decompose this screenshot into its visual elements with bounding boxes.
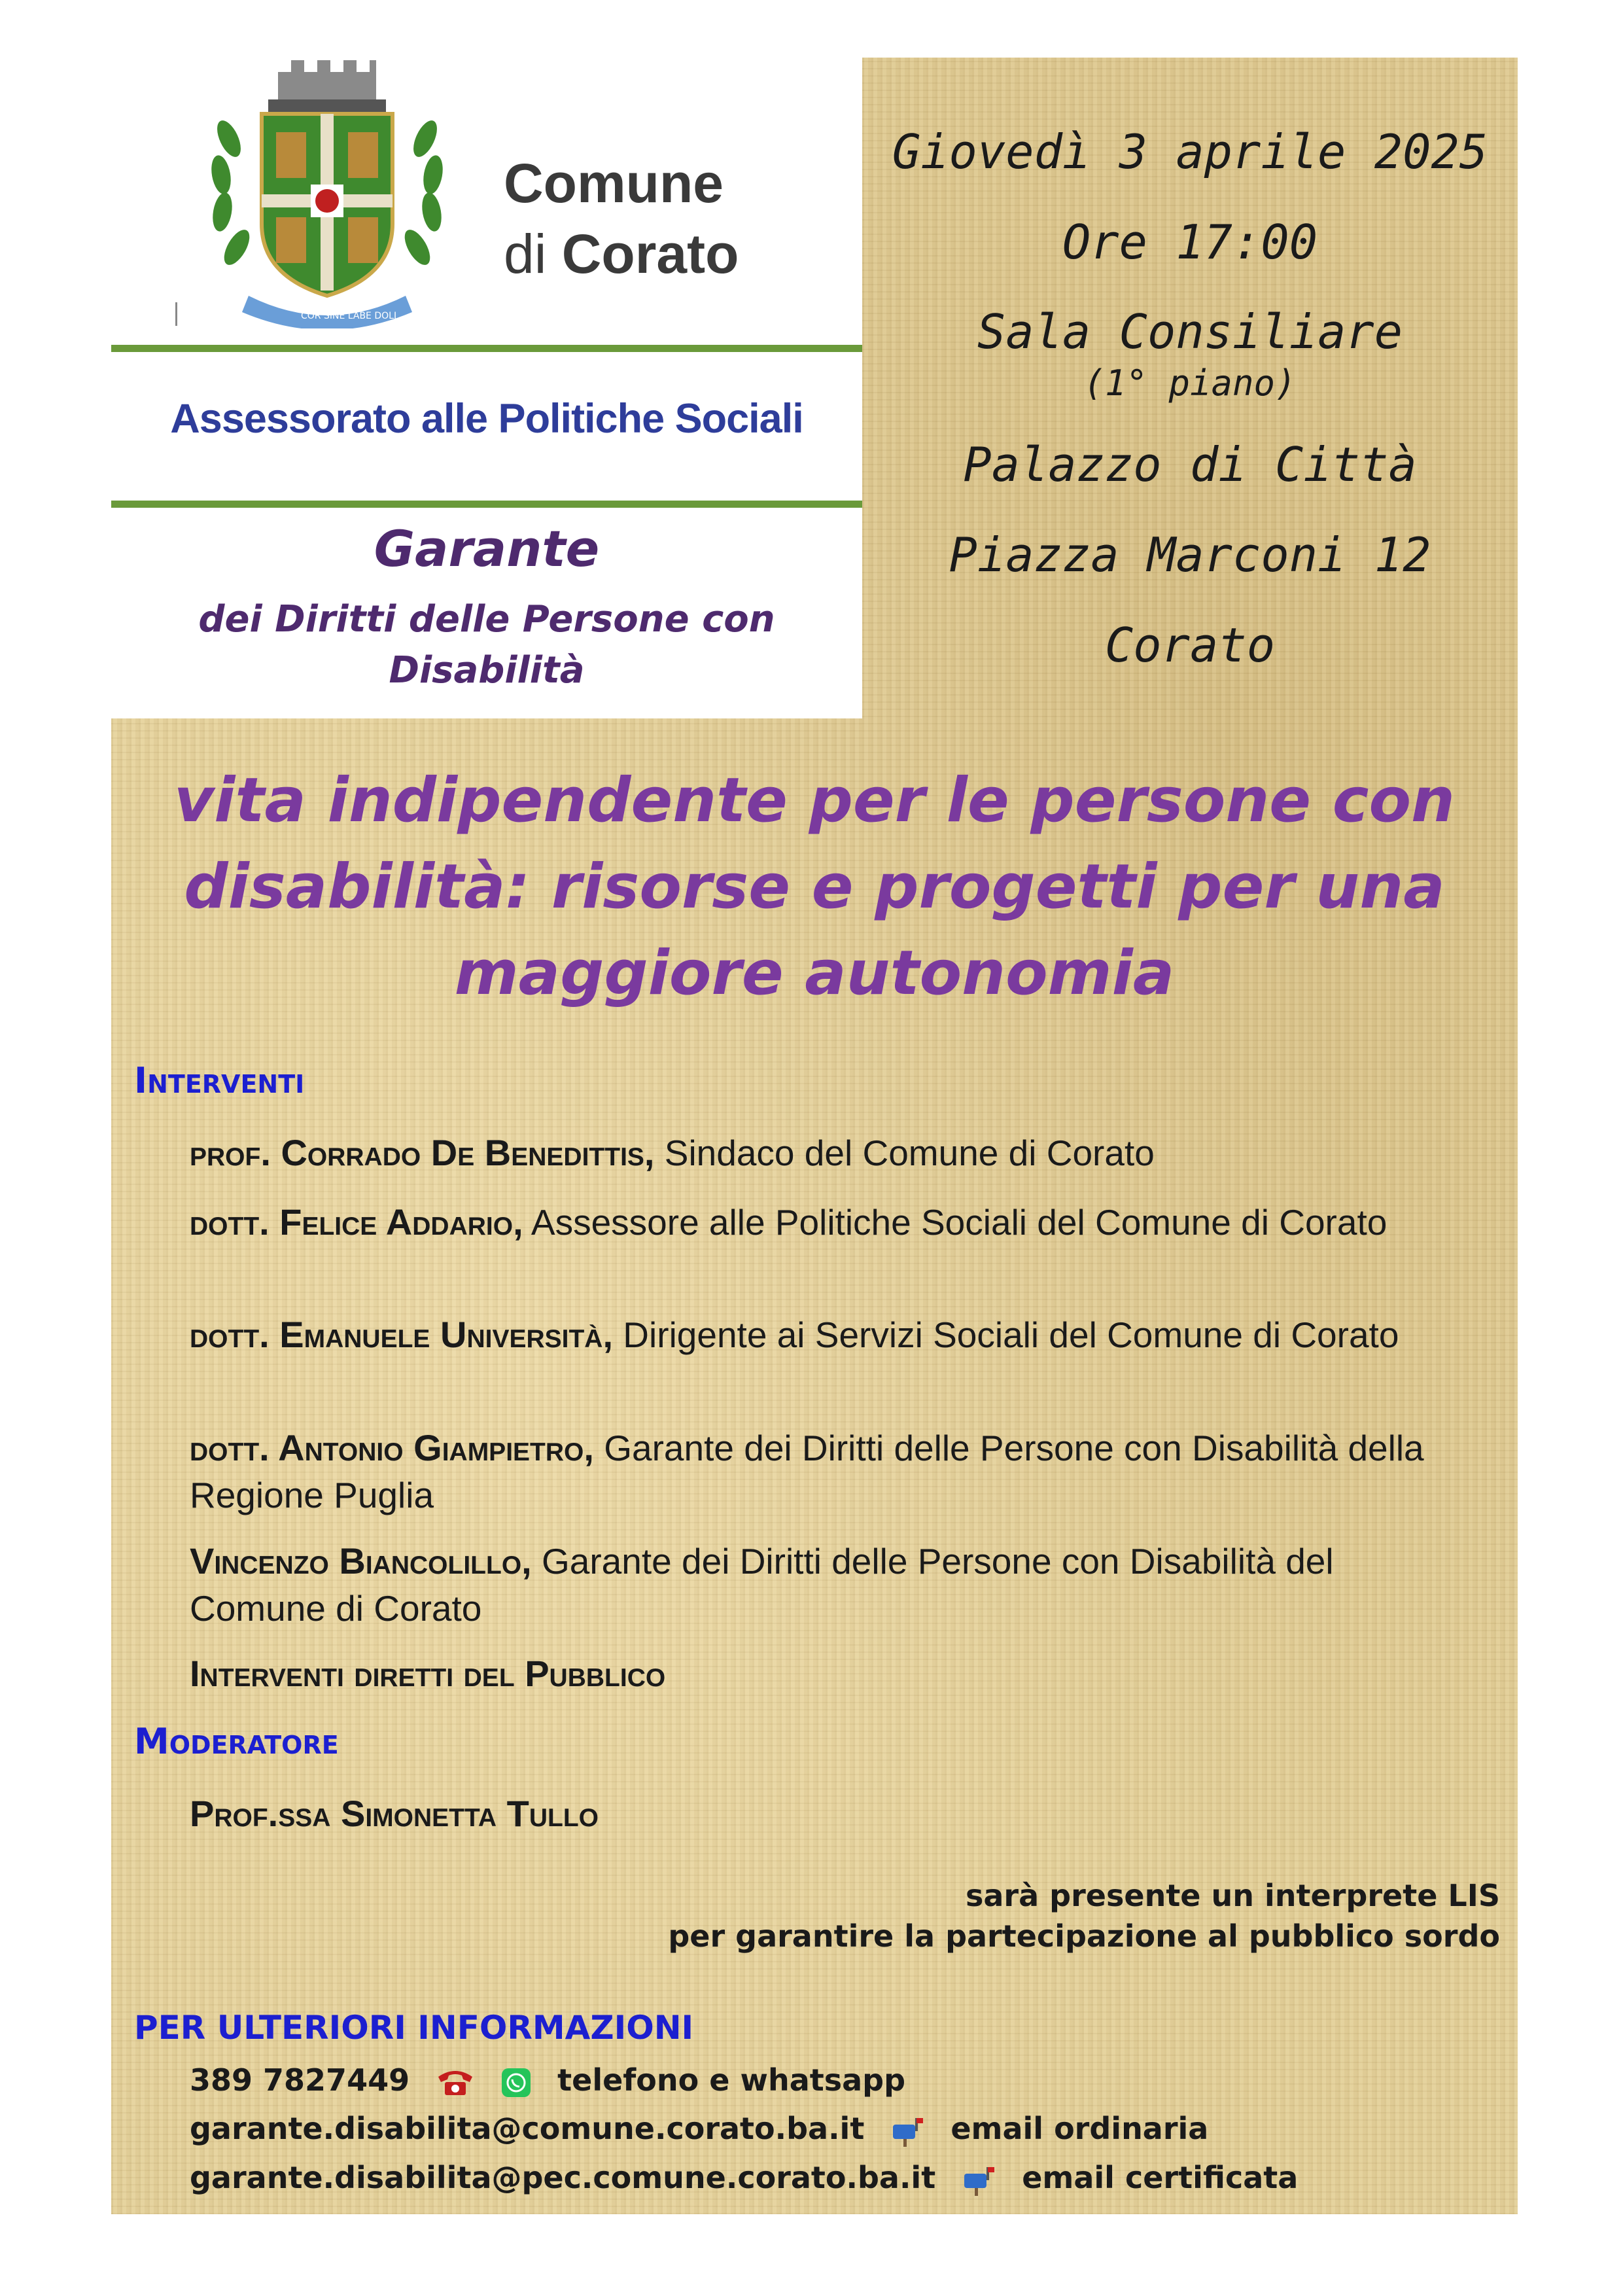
moderatore-name: Prof.ssa Simonetta Tullo bbox=[190, 1793, 599, 1834]
divider-bottom bbox=[111, 501, 862, 508]
email-address[interactable]: garante.disabilita@comune.corato.ba.it bbox=[190, 2111, 865, 2146]
pec-label: email certificata bbox=[1022, 2160, 1299, 2195]
corato-label bbox=[504, 222, 739, 286]
speaker-item bbox=[190, 1424, 1472, 1519]
telephone-icon bbox=[436, 2068, 475, 2098]
event-venue: Sala Consiliare bbox=[977, 304, 1403, 359]
speaker-name: dott. Felice Addario, bbox=[190, 1201, 523, 1243]
mailbox-icon bbox=[890, 2115, 924, 2147]
speaker-role: Sindaco del Comune di Corato bbox=[654, 1133, 1155, 1173]
main-title: vita indipendente per le persone con disabilità: risorse e progetti per una maggiore autonomia bbox=[174, 765, 1455, 1009]
event-city: Corato bbox=[1104, 618, 1276, 673]
event-building: Palazzo di Città bbox=[963, 437, 1417, 492]
interventi-heading: Interventi bbox=[134, 1060, 305, 1101]
speaker-role: Assessore alle Politiche Sociali del Comune di Corato bbox=[523, 1202, 1387, 1243]
public-interventions-label: Interventi diretti del Pubblico bbox=[190, 1653, 666, 1694]
public-interventions bbox=[190, 1650, 1472, 1697]
event-time: Ore 17:00 bbox=[1062, 215, 1318, 270]
speaker-name: dott. Antonio Giampietro, bbox=[190, 1427, 594, 1468]
comune-label: Comune bbox=[504, 152, 724, 214]
phone-line bbox=[190, 2062, 905, 2098]
lis-line-2: per garantire la partecipazione al pubblico sordo bbox=[668, 1918, 1500, 1954]
speaker-name: Vincenzo Biancolillo, bbox=[190, 1540, 532, 1581]
speaker-role: Garante dei Diritti delle Persone con Disabilità del Comune di Corato bbox=[190, 1541, 1334, 1629]
corato-prefix: di bbox=[504, 223, 547, 285]
email-label: email ordinaria bbox=[951, 2111, 1209, 2146]
moderatore-item bbox=[190, 1790, 1472, 1837]
logo-divider-tick bbox=[175, 302, 177, 326]
speaker-name: dott. Emanuele Università, bbox=[190, 1314, 614, 1355]
event-date: Giovedì 3 aprile 2025 bbox=[892, 124, 1488, 179]
mailbox-icon bbox=[962, 2164, 996, 2196]
pec-address[interactable]: garante.disabilita@pec.comune.corato.ba.it bbox=[190, 2160, 936, 2195]
event-floor: (1° piano) bbox=[1083, 362, 1297, 404]
info-heading: PER ULTERIORI INFORMAZIONI bbox=[134, 2009, 694, 2047]
moderatore-heading: Moderatore bbox=[134, 1721, 339, 1762]
garante-subtitle: dei Diritti delle Persone con Disabilità bbox=[198, 598, 775, 692]
coat-of-arms-icon bbox=[203, 60, 451, 328]
speaker-item bbox=[190, 1199, 1472, 1246]
speaker-item bbox=[190, 1311, 1472, 1358]
divider-top bbox=[111, 345, 862, 352]
crest-ribbon-text: COR SINE LABE DOLI bbox=[301, 311, 397, 321]
event-address: Piazza Marconi 12 bbox=[949, 527, 1431, 582]
speaker-item bbox=[190, 1129, 1472, 1176]
speaker-role: Dirigente ai Servizi Sociali del Comune di Corato bbox=[613, 1315, 1399, 1355]
pec-line bbox=[190, 2160, 1298, 2196]
corato-name: Corato bbox=[561, 223, 739, 285]
assessorato-label: Assessorato alle Politiche Sociali bbox=[170, 396, 803, 442]
speaker-name: prof. Corrado De Benedittis, bbox=[190, 1132, 655, 1173]
lis-line-1: sarà presente un interprete LIS bbox=[966, 1878, 1500, 1913]
speaker-role: Garante dei Diritti delle Persone con Disabilità della Regione Puglia bbox=[190, 1428, 1424, 1515]
email-line bbox=[190, 2111, 1208, 2147]
garante-title: Garante bbox=[374, 520, 600, 578]
whatsapp-icon bbox=[501, 2068, 531, 2098]
phone-number[interactable]: 389 7827449 bbox=[190, 2062, 410, 2098]
speaker-item bbox=[190, 1538, 1472, 1632]
phone-label: telefono e whatsapp bbox=[557, 2062, 906, 2098]
